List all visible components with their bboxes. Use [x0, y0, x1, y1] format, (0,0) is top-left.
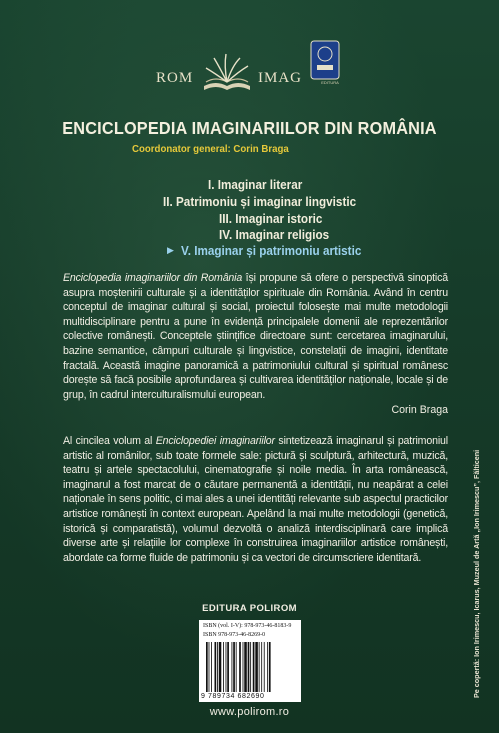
barcode — [205, 642, 295, 694]
signature: Corin Braga — [391, 404, 448, 416]
barcode-bar — [236, 642, 237, 692]
cover-credit — [472, 428, 484, 698]
encyclopedia-title: ENCICLOPEDIA IMAGINARIILOR DIN ROMÂNIA — [62, 118, 437, 138]
barcode-bar — [259, 642, 260, 692]
publisher-website: www.polirom.ro — [209, 706, 290, 718]
barcode-bar — [244, 642, 247, 692]
barcode-bar — [233, 642, 235, 692]
series-description — [63, 271, 448, 402]
barcode-bar — [267, 642, 268, 692]
barcode-bar — [217, 642, 218, 692]
barcode-bar — [223, 642, 224, 692]
logo-text-left: ROM — [156, 70, 194, 86]
isbn-volume: ISBN 978-973-46-8269-0 — [203, 632, 266, 638]
isbn-barcode-box — [199, 620, 301, 702]
volume-item-current: V. Imaginar și patrimoniu artistic — [181, 243, 362, 258]
series-name-italic: Enciclopedia imaginariilor din România — [63, 272, 243, 284]
barcode-bar — [227, 642, 229, 692]
series-description-body: își propune să ofere o perspectivă sinoptică asupra moștenirii culturale și a identităților spirituale din România. Având în centru conceptul de imaginar cultural și social, proiectul folosește mai multe metodologii multidisciplinare pentru a pune în evidență principalele domenii ale reprezentărilor colective românești. Conceptele științifice directoare sunt: cercetarea imaginarului, bazine semantice, câmpuri culturale și lingvistice, constelații de imagini, identitate fractală. Această imagine panoramică a patrimoniului cultural și spiritual românesc dorește să facă posibile aprofundarea și cultivarea identităților naționale, locale și de grup, în cadrul interculturalismului european. — [63, 272, 448, 401]
barcode-bar — [206, 642, 208, 692]
volume-item: I. Imaginar literar — [208, 177, 303, 192]
barcode-bar — [226, 642, 227, 692]
volume-item: IV. Imaginar religios — [219, 227, 330, 242]
logo-text-right: IMAG — [258, 70, 302, 86]
volume-description — [63, 434, 448, 565]
barcode-bar — [232, 642, 233, 692]
volume-item: II. Patrimoniu și imaginar lingvistic — [163, 194, 357, 209]
open-book-icon — [198, 52, 256, 96]
romimag-logo — [150, 52, 310, 96]
volume-description-body: sintetizează imaginarul și patrimoniul artistic al românilor, sub toate formele sale: pictură și sculptură, arhitectură, muzică, teatru și artele spectacolului, cinematografie și noile media. În arta românească, imaginarul a fost marcat de o căutare permanentă a identității, nu neapărat a celei naționale în sens politic, ci mai ales a unei identități relevante sub aspectul practicilor artistice românești în context european. Apelând la mai multe metodologii (genetică, istorică și comparatistă), volumul dezvoltă o analiză interdisciplinară care implică diverse arte și relațiile lor complexe în construirea imaginariilor artistice românești, abordate ca forme fluide de patrimoniu și ca vectori de circumscriere identitară. — [63, 435, 448, 564]
barcode-digits: 9 789734 682690 — [201, 693, 265, 700]
isbn-set: ISBN (vol. I-V): 978-973-46-8183-9 — [203, 623, 292, 629]
volume-item: III. Imaginar istoric — [219, 211, 323, 226]
barcode-bar — [243, 642, 244, 692]
volume-description-intro: Al cincilea volum al — [63, 435, 156, 447]
emblem-caption: EDITURA — [321, 80, 339, 85]
coordinator-line: Coordonator general: Corin Braga — [132, 143, 289, 155]
cover-credit-text: Pe copertă: Ion Irimescu, Icarus, Muzeul de Artă „Ion Irimescu”, Fălticeni — [472, 449, 481, 698]
barcode-bar — [209, 642, 210, 692]
barcode-bar — [269, 642, 271, 692]
barcode-bar — [219, 642, 222, 692]
play-arrow-icon: ▶ — [167, 245, 174, 255]
barcode-bar — [250, 642, 251, 692]
barcode-bar — [248, 642, 250, 692]
barcode-bar — [215, 642, 217, 692]
barcode-bar — [211, 642, 212, 692]
barcode-bar — [261, 642, 262, 692]
barcode-bar — [253, 642, 255, 692]
barcode-bar — [239, 642, 241, 692]
publisher-name: EDITURA POLIROM — [202, 603, 297, 614]
barcode-bar — [264, 642, 265, 692]
volume-description-italic: Enciclopediei imaginariilor — [155, 435, 275, 447]
barcode-bar — [255, 642, 258, 692]
